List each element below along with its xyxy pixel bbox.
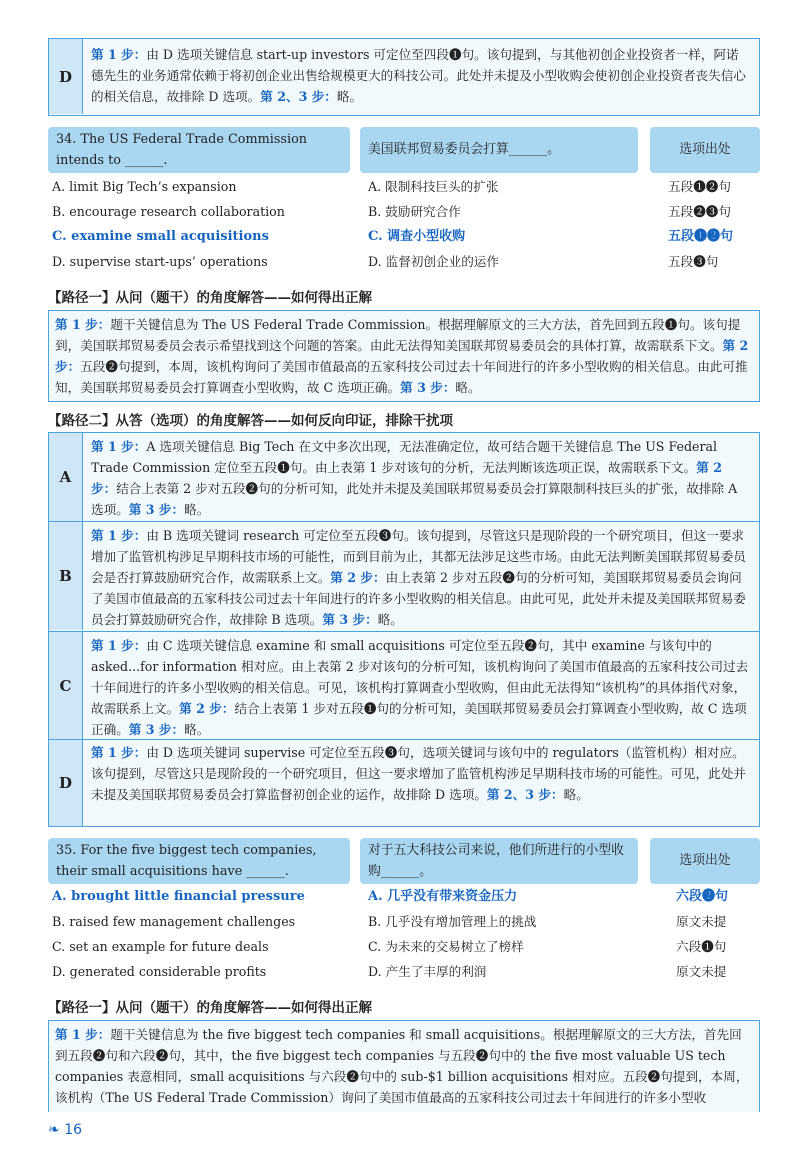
row-c-text: 第 1 步：由 C 选项关键信息 examine 和 small acquisitions 可定位至五段❷句，其中 examine 与该句中的 asked...for information 相对应。由上表第 2 步对该句的分析可知，该机构询问了美国市值最高的五家科技公司过去十年间进行的许多小型收购的相关信息。可见，该机构打算调查小型收购，但由此无法得知“该机构”的具体指代对象，故需联系上文。第 2 步：结合上表第 1 步对五段❶句的分析可知，美国联邦贸易委员会打算调查小型收购，故 C 选项正确。第 3 步：略。 <box>91 638 749 737</box>
path1-text: 第 1 步：题干关键信息为 The US Federal Trade Commission。根据理解原文的三大方法，首先回到五段❶句。该句提到，美国联邦贸易委员会表示希望找到这个问题的答案。由此无法得知美国联邦贸易委员会的具体打算，故需联系下文。第 2 步：五段❷句提到，本周，该机构询问了美国市值最高的五家科技公司过去十年间进行的许多小型收购的相关信息。由此可推知，美国联邦贸易委员会打算调查小型收购，故 C 选项正确。第 3 步：略。 <box>55 317 749 395</box>
option-en-correct: C. examine small acquisitions <box>52 229 269 244</box>
q35-source-header: 选项出处 <box>650 838 760 884</box>
option-cn: A. 限制科技巨头的扩张 <box>368 179 499 194</box>
option-en: A. limit Big Tech’s expansion <box>52 179 237 194</box>
option-en: D. supervise start-ups’ operations <box>52 254 268 269</box>
option-source: 六段❶句 <box>676 939 727 954</box>
row-label-d: D <box>49 740 83 826</box>
explanation-text: 第 1 步：由 D 选项关键信息 start-up investors 可定位至四段❶句。该句提到，与其他初创企业投资者一样，阿诺德先生的业务通常依赖于将初创企业出售给规模更大的科技公司。此处并未提及小型收购会使初创企业投资者丧失信心的相关信息，故排除 D 选项。第 2、3 步：略。 <box>91 47 746 104</box>
q35-path1-title: 【路径一】从问（题干）的角度解答——如何得出正解 <box>48 1000 372 1016</box>
q35-stem-en: 35. For the five biggest tech companies, their small acquisitions have ______. <box>48 838 350 884</box>
option-cn: D. 监督初创企业的运作 <box>368 254 499 269</box>
option-cn: B. 几乎没有增加管理上的挑战 <box>368 914 537 929</box>
q34-stem-cn: 美国联邦贸易委员会打算______。 <box>360 127 638 173</box>
q34-path2-title: 【路径二】从答（选项）的角度解答——如何反向印证，排除干扰项 <box>48 413 453 429</box>
row-label-c: C <box>49 632 83 740</box>
q34-path2-table <box>48 432 760 827</box>
page-number: ❧ 16 <box>48 1122 83 1138</box>
top-d-block <box>48 38 760 116</box>
option-cn: B. 鼓励研究合作 <box>368 204 461 219</box>
option-cn: D. 产生了丰厚的利润 <box>368 964 487 979</box>
q35-stem-cn: 对于五大科技公司来说，他们所进行的小型收购______。 <box>360 838 638 884</box>
option-cn-correct: A. 几乎没有带来资金压力 <box>368 889 518 904</box>
q35-path1-box <box>48 1020 760 1112</box>
q34-path1-box <box>48 310 760 402</box>
q34-stem-en: 34. The US Federal Trade Commission intends to ______. <box>48 127 350 173</box>
row-a-text: 第 1 步：A 选项关键信息 Big Tech 在文中多次出现，无法准确定位，故可结合题干关键信息 The US Federal Trade Commission 定位至五段❶句。由上表第 1 步对该句的分析，无法判断该选项正误，故需联系下文。第 2 步：结合上表第 2 步对五段❷句的分析可知，此处并未提及美国联邦贸易委员会打算限制科技巨头的扩张，故排除 A 选项。第 3 步：略。 <box>91 439 738 517</box>
book-icon: ❧ <box>48 1122 60 1138</box>
option-source-correct: 六段❷句 <box>676 889 729 904</box>
option-label: D <box>49 39 83 114</box>
option-source: 原文未提 <box>676 914 727 929</box>
row-label-a: A <box>49 433 83 521</box>
row-b-text: 第 1 步：由 B 选项关键词 research 可定位至五段❸句。该句提到，尽管这只是现阶段的一个研究项目，但这一要求增加了监管机构涉足早期科技市场的可能性，而到目前为止，其都无法涉足这些市场。由此无法判断美国联邦贸易委员会是否打算鼓励研究合作，故需联系上文。第 2 步：由上表第 2 步对五段❷句的分析可知，美国联邦贸易委员会询问了美国市值最高的五家科技公司过去十年间进行的许多小型收购的相关信息。由此可见，此处并未提及美国联邦贸易委员会打算鼓励研究合作，故排除 B 选项。第 3 步：略。 <box>91 528 746 627</box>
q34-source-header: 选项出处 <box>650 127 760 173</box>
path1-text: 第 1 步：题干关键信息为 the five biggest tech companies 和 small acquisitions。根据理解原文的三大方法，首先回到五段❷句和六段❷句，其中，the five biggest tech companies 与五段❷句中的 the five most valuable US tech companies 表意相同，small acquisitions 与六段❷句中的 sub-$1 billion acquisitions 相对应。五段❷句提到，本周，该机构（The US Federal Trade Commission）询问了美国市值最高的五家科技公司过去十年间进行的许多小型收 <box>55 1027 749 1105</box>
row-label-b: B <box>49 522 83 630</box>
option-source: 原文未提 <box>676 964 727 979</box>
option-en: D. generated considerable profits <box>52 964 267 979</box>
option-en-correct: A. brought little financial pressure <box>52 889 305 904</box>
option-cn-correct: C. 调查小型收购 <box>368 229 466 244</box>
option-source: 五段❸句 <box>668 254 719 269</box>
option-source: 五段❶❷句 <box>668 179 731 194</box>
option-source: 五段❷❸句 <box>668 204 731 219</box>
option-en: C. set an example for future deals <box>52 939 269 954</box>
option-cn: C. 为未来的交易树立了榜样 <box>368 939 524 954</box>
row-d-text: 第 1 步：由 D 选项关键词 supervise 可定位至五段❸句，选项关键词与该句中的 regulators（监管机构）相对应。该句提到，尽管这只是现阶段的一个研究项目，但这一要求增加了监管机构涉足早期科技市场的可能性。可见，此处并未提及美国联邦贸易委员会打算监督初创企业的运作，故排除 D 选项。第 2、3 步：略。 <box>91 745 746 802</box>
option-source-correct: 五段❶❷句 <box>668 229 734 244</box>
option-en: B. encourage research collaboration <box>52 204 285 219</box>
option-en: B. raised few management challenges <box>52 914 296 929</box>
q34-path1-title: 【路径一】从问（题干）的角度解答——如何得出正解 <box>48 290 372 306</box>
